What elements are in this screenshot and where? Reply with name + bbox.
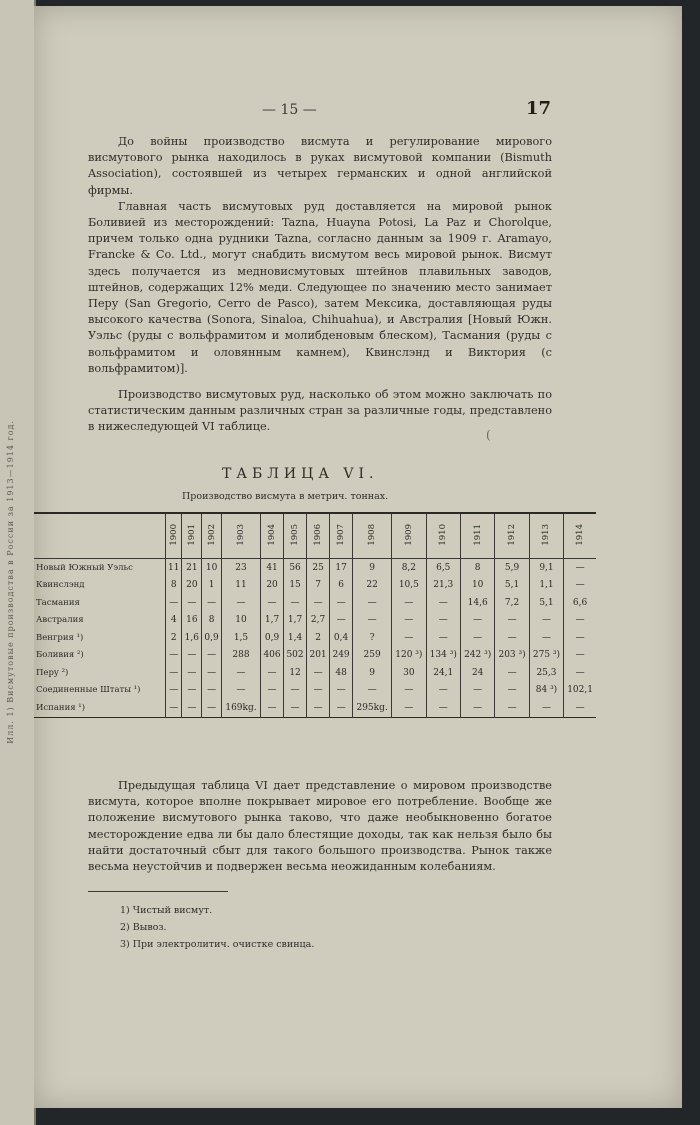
value-cell: 169kg.	[221, 699, 260, 717]
value-cell: 1,7	[284, 612, 307, 630]
value-cell: —	[495, 612, 529, 630]
value-cell: —	[426, 682, 460, 700]
value-cell: —	[426, 594, 460, 612]
value-cell: 5,9	[495, 559, 529, 577]
year-header	[221, 513, 260, 559]
value-cell: —	[166, 664, 182, 682]
value-cell: 275 ³)	[529, 647, 563, 665]
year-label: 1906	[313, 523, 324, 546]
value-cell: 21,3	[426, 577, 460, 595]
value-cell: —	[221, 594, 260, 612]
value-cell: —	[564, 664, 596, 682]
value-cell: 48	[330, 664, 353, 682]
table-corner-cell	[34, 513, 166, 559]
value-cell: —	[392, 612, 426, 630]
value-cell: —	[307, 664, 330, 682]
country-cell: Новый Южный Уэльс	[36, 562, 133, 573]
document-page	[34, 6, 682, 1108]
value-cell: 259	[353, 647, 392, 665]
value-cell: —	[426, 699, 460, 717]
paragraph-2: Главная часть висмутовых руд доставляется на мировой рынок Боливией из месторождений: Tazna, Huayna Potosi, La Paz и Chorolque, причем только одна рудники Tazna, согласно данным за 1909 г. Aramayo, Francke & Co. Ltd., могут снабдить висмутом весь мировой рынок. Висмут здесь получается из медновисмутовых штейнов плавильных заводов, штейнов, содержащих 12% меди. Следующее по значению место занимает Перу (San Gregorio, Cerro de Pasco), затем Мексика, доставляющая руды высокого качества (Sonora, Sinaloa, Chihuahua), и Австралия [Новый Южн. Уэльс (руды с вольфрамитом и молибденовым блеском), Тасмания (руды с вольфрамитом и оловянным камнем), Квинслэнд и Виктория (с вольфрамитом)].	[88, 199, 552, 375]
table-row	[34, 699, 596, 717]
country-cell: Квинслэнд	[36, 580, 85, 591]
table-row	[34, 647, 596, 665]
value-cell: 2	[166, 629, 182, 647]
value-cell: 23	[221, 559, 260, 577]
value-cell: —	[392, 699, 426, 717]
value-cell: 12	[284, 664, 307, 682]
value-cell: —	[495, 664, 529, 682]
value-cell: 120 ³)	[392, 647, 426, 665]
value-cell: —	[221, 682, 260, 700]
year-label: 1903	[236, 523, 246, 546]
value-cell: 0,9	[202, 629, 222, 647]
year-header	[495, 513, 529, 559]
footnotes	[120, 902, 314, 953]
value-cell: 102,1	[564, 682, 596, 700]
year-header	[426, 513, 460, 559]
adjacent-page-text: Илл. 1) Висмутовые производства в России за 1913—1914 год.	[6, 420, 15, 744]
value-cell: 249	[330, 647, 353, 665]
value-cell: 30	[392, 664, 426, 682]
value-cell: 201	[307, 647, 330, 665]
value-cell: 10	[221, 612, 260, 630]
value-cell: —	[202, 594, 222, 612]
value-cell: 1,1	[529, 577, 563, 595]
value-cell: —	[261, 594, 284, 612]
year-header	[330, 513, 353, 559]
value-cell: —	[353, 594, 392, 612]
stamped-page-number: 17	[526, 98, 552, 119]
year-label: 1914	[575, 523, 586, 546]
year-header	[261, 513, 284, 559]
year-header	[460, 513, 494, 559]
table-header-row	[34, 513, 596, 559]
value-cell: 24,1	[426, 664, 460, 682]
year-header	[353, 513, 392, 559]
value-cell: —	[182, 664, 202, 682]
value-cell: —	[202, 664, 222, 682]
value-cell: 10	[460, 577, 494, 595]
value-cell: —	[529, 699, 563, 717]
value-cell: —	[202, 682, 222, 700]
value-cell: —	[460, 699, 494, 717]
value-cell: 7,2	[495, 594, 529, 612]
value-cell: 288	[221, 647, 260, 665]
value-cell: —	[284, 699, 307, 717]
value-cell: 11	[166, 559, 182, 577]
value-cell: —	[353, 682, 392, 700]
value-cell: 21	[182, 559, 202, 577]
printed-page-number: — 15 —	[262, 102, 317, 118]
value-cell: —	[392, 629, 426, 647]
country-cell: Австралия	[36, 615, 84, 626]
value-cell: —	[284, 594, 307, 612]
value-cell: 4	[166, 612, 182, 630]
value-cell: 7	[307, 577, 330, 595]
value-cell: 8	[460, 559, 494, 577]
paragraph-1: До войны производство висмута и регулирование мирового висмутового рынка находилось в руках висмутовой компании (Bismuth Association), состоявшей из четырех германских и одной английской фирмы.	[88, 135, 552, 197]
production-table	[34, 512, 596, 718]
value-cell: 11	[221, 577, 260, 595]
value-cell: —	[261, 664, 284, 682]
value-cell: —	[182, 647, 202, 665]
value-cell: 1	[202, 577, 222, 595]
value-cell: —	[261, 699, 284, 717]
value-cell: 17	[330, 559, 353, 577]
value-cell: —	[284, 682, 307, 700]
value-cell: 1,5	[221, 629, 260, 647]
value-cell: —	[261, 682, 284, 700]
intro-paragraphs	[88, 134, 552, 377]
table-row	[34, 664, 596, 682]
value-cell: —	[353, 612, 392, 630]
value-cell: —	[426, 612, 460, 630]
year-label: 1900	[168, 523, 179, 546]
year-label: 1905	[290, 523, 301, 546]
year-label: 1910	[438, 523, 449, 546]
value-cell: —	[307, 699, 330, 717]
year-header	[202, 513, 222, 559]
country-cell: Боливия ²)	[36, 650, 84, 661]
value-cell: —	[330, 699, 353, 717]
value-cell: —	[166, 594, 182, 612]
value-cell: 295kg.	[353, 699, 392, 717]
value-cell: —	[202, 647, 222, 665]
value-cell: —	[460, 612, 494, 630]
value-cell: 0,4	[330, 629, 353, 647]
value-cell: 242 ³)	[460, 647, 494, 665]
pencil-mark: (	[486, 428, 491, 442]
country-cell: Тасмания	[36, 597, 80, 608]
value-cell: 15	[284, 577, 307, 595]
table-body	[34, 559, 596, 718]
value-cell: 5,1	[529, 594, 563, 612]
year-label: 1904	[267, 523, 278, 546]
value-cell: —	[495, 682, 529, 700]
footnote-1: 1) Чистый висмут.	[120, 905, 213, 916]
table-title: ТАБЛИЦА VI.	[222, 466, 379, 482]
value-cell: 1,7	[261, 612, 284, 630]
value-cell: 2	[307, 629, 330, 647]
footnote-3: 3) При электролитич. очистке свинца.	[120, 939, 315, 950]
year-header	[564, 513, 596, 559]
value-cell: 502	[284, 647, 307, 665]
year-header	[166, 513, 182, 559]
value-cell: 406	[261, 647, 284, 665]
table-row	[34, 559, 596, 577]
value-cell: —	[564, 577, 596, 595]
page-header	[34, 98, 682, 128]
value-cell: 2,7	[307, 612, 330, 630]
value-cell: 5,1	[495, 577, 529, 595]
value-cell: 84 ³)	[529, 682, 563, 700]
value-cell: 41	[261, 559, 284, 577]
year-label: 1912	[507, 523, 518, 546]
value-cell: —	[330, 612, 353, 630]
value-cell: 9	[353, 559, 392, 577]
value-cell: —	[221, 664, 260, 682]
value-cell: 14,6	[460, 594, 494, 612]
table-intro-paragraph	[88, 387, 552, 436]
value-cell: —	[182, 682, 202, 700]
value-cell: 25	[307, 559, 330, 577]
table-row	[34, 629, 596, 647]
paragraph-4: Предыдущая таблица VI дает представление о мировом производстве висмута, которое вполне покрывает мировое его потребление. Вообще же положение висмутового рынка таково, что даже необыкновенно богатое месторождение едва ли бы дало блестящие доходы, так как нельзя было бы найти достаточный сбыт для такого большого производства. Рынок также весьма неустойчив и подвержен весьма неожиданным колебаниям.	[88, 779, 552, 874]
value-cell: —	[330, 594, 353, 612]
year-label: 1908	[367, 523, 378, 546]
value-cell: —	[426, 629, 460, 647]
value-cell: —	[166, 682, 182, 700]
year-header	[529, 513, 563, 559]
country-cell: Венгрия ¹)	[36, 632, 84, 643]
value-cell: —	[166, 699, 182, 717]
value-cell: —	[529, 612, 563, 630]
value-cell: —	[529, 629, 563, 647]
year-label: 1901	[186, 523, 197, 546]
value-cell: 10	[202, 559, 222, 577]
country-cell: Соединенные Штаты ¹)	[36, 685, 141, 696]
value-cell: 16	[182, 612, 202, 630]
closing-paragraph	[88, 778, 552, 875]
value-cell: 25,3	[529, 664, 563, 682]
value-cell: —	[392, 594, 426, 612]
table-row	[34, 577, 596, 595]
value-cell: —	[166, 647, 182, 665]
year-header	[392, 513, 426, 559]
value-cell: —	[307, 682, 330, 700]
value-cell: —	[564, 699, 596, 717]
adjacent-page-edge	[0, 0, 36, 1125]
value-cell: 6,6	[564, 594, 596, 612]
value-cell: ?	[353, 629, 392, 647]
value-cell: 22	[353, 577, 392, 595]
value-cell: 9	[353, 664, 392, 682]
value-cell: 20	[261, 577, 284, 595]
value-cell: —	[495, 699, 529, 717]
value-cell: 0,9	[261, 629, 284, 647]
value-cell: —	[460, 629, 494, 647]
footnote-2: 2) Вывоз.	[120, 922, 167, 933]
value-cell: —	[330, 682, 353, 700]
year-label: 1909	[403, 523, 414, 546]
value-cell: —	[564, 629, 596, 647]
value-cell: 56	[284, 559, 307, 577]
value-cell: 20	[182, 577, 202, 595]
value-cell: —	[564, 559, 596, 577]
value-cell: 10,5	[392, 577, 426, 595]
year-label: 1911	[472, 523, 483, 546]
year-header	[182, 513, 202, 559]
value-cell: 9,1	[529, 559, 563, 577]
value-cell: 134 ³)	[426, 647, 460, 665]
value-cell: —	[564, 612, 596, 630]
value-cell: —	[182, 699, 202, 717]
year-header	[307, 513, 330, 559]
value-cell: —	[495, 629, 529, 647]
value-cell: 8,2	[392, 559, 426, 577]
value-cell: 8	[202, 612, 222, 630]
value-cell: —	[460, 682, 494, 700]
value-cell: 1,6	[182, 629, 202, 647]
value-cell: —	[564, 647, 596, 665]
table-caption: Производство висмута в метрич. тоннах.	[182, 491, 389, 502]
value-cell: 1,4	[284, 629, 307, 647]
year-label: 1913	[541, 523, 552, 546]
value-cell: 24	[460, 664, 494, 682]
country-cell: Испания ¹)	[36, 702, 86, 713]
value-cell: —	[392, 682, 426, 700]
value-cell: —	[182, 594, 202, 612]
year-label: 1902	[206, 523, 217, 546]
value-cell: 8	[166, 577, 182, 595]
paragraph-3: Производство висмутовых руд, насколько об этом можно заключать по статистическим данным различных стран за различные годы, представлено в нижеследующей VI таблице.	[88, 388, 552, 434]
year-header	[284, 513, 307, 559]
value-cell: 203 ³)	[495, 647, 529, 665]
value-cell: —	[202, 699, 222, 717]
value-cell: —	[307, 594, 330, 612]
year-label: 1907	[336, 523, 347, 546]
table-row	[34, 682, 596, 700]
footnote-divider	[88, 891, 228, 892]
table-row	[34, 594, 596, 612]
value-cell: 6	[330, 577, 353, 595]
value-cell: 6,5	[426, 559, 460, 577]
country-cell: Перу ²)	[36, 667, 69, 678]
table-row	[34, 612, 596, 630]
